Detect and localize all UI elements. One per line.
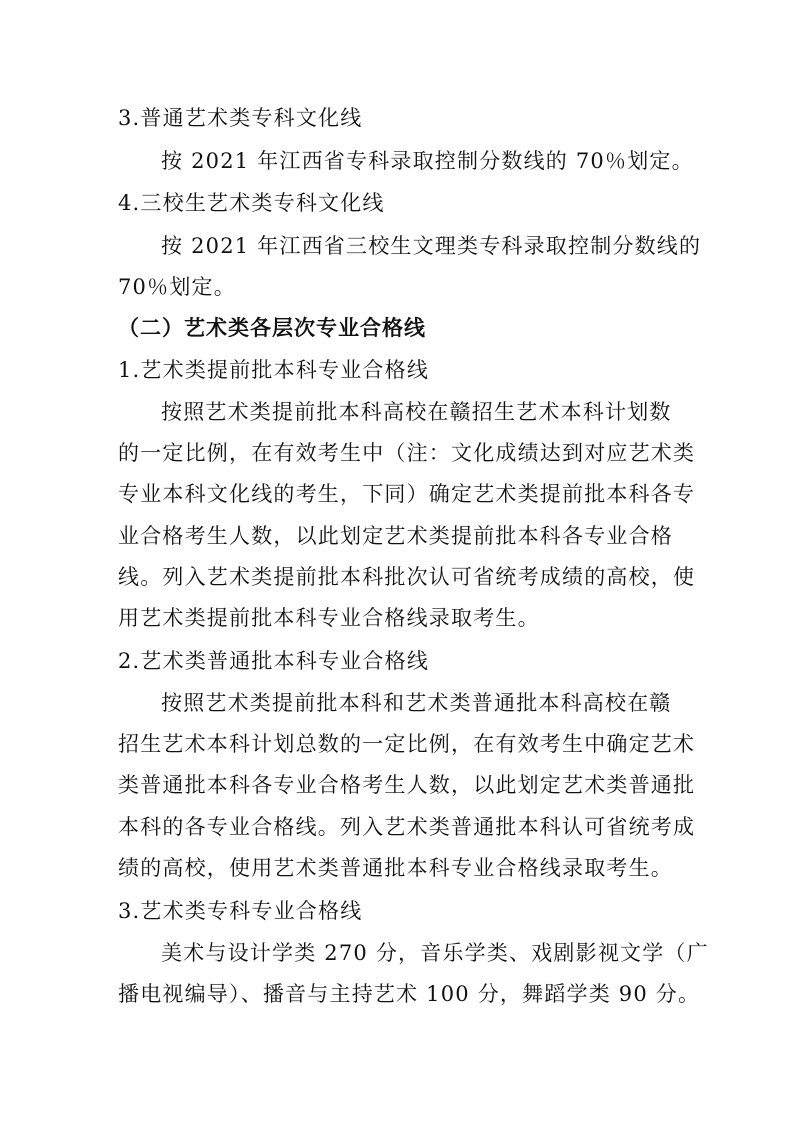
paragraph-line: 70％划定。 [118,275,236,299]
subsection-heading-3-vocational-professional-line: 3.艺术类专科专业合格线 [118,899,363,923]
subsection-heading-1-early-batch: 1.艺术类提前批本科专业合格线 [118,358,430,382]
paragraph-line: 绩的高校，使用艺术类普通批本科专业合格线录取考生。 [118,856,673,880]
paragraph-line: 专业本科文化线的考生，下同）确定艺术类提前批本科各专 [118,482,696,506]
paragraph-line: 按照艺术类提前批本科和艺术类普通批本科高校在赣 [161,691,672,715]
paragraph-line: 招生艺术本科计划总数的一定比例，在有效考生中确定艺术 [118,732,696,756]
paragraph-line: 的一定比例，在有效考生中（注：文化成绩达到对应艺术类 [118,441,696,465]
paragraph-line: 用艺术类提前批本科专业合格线录取考生。 [118,606,540,630]
subsection-heading-4-three-schools-culture-line: 4.三校生艺术类专科文化线 [118,191,385,215]
paragraph-line: 按 2021 年江西省三校生文理类专科录取控制分数线的 [161,234,702,258]
section-heading-professional-qualification-lines: （二）艺术类各层次专业合格线 [118,315,426,340]
paragraph-line: 美术与设计学类 270 分，音乐学类、戏剧影视文学（广 [161,941,709,965]
paragraph-line: 按照艺术类提前批本科高校在赣招生艺术本科计划数 [161,400,672,424]
paragraph-line: 业合格考生人数，以此划定艺术类提前批本科各专业合格 [118,524,673,548]
paragraph-line: 按 2021 年江西省专科录取控制分数线的 70％划定。 [161,149,694,173]
subsection-heading-2-regular-batch: 2.艺术类普通批本科专业合格线 [118,649,430,673]
paragraph-line: 本科的各专业合格线。列入艺术类普通批本科认可省统考成 [118,815,696,839]
paragraph-line: 类普通批本科各专业合格考生人数，以此划定艺术类普通批 [118,773,696,797]
paragraph-line: 线。列入艺术类提前批本科批次认可省统考成绩的高校，使 [118,565,696,589]
subsection-heading-3-arts-vocational-culture-line: 3.普通艺术类专科文化线 [118,106,363,130]
paragraph-line: 播电视编导）、播音与主持艺术 100 分，舞蹈学类 90 分。 [118,982,701,1006]
